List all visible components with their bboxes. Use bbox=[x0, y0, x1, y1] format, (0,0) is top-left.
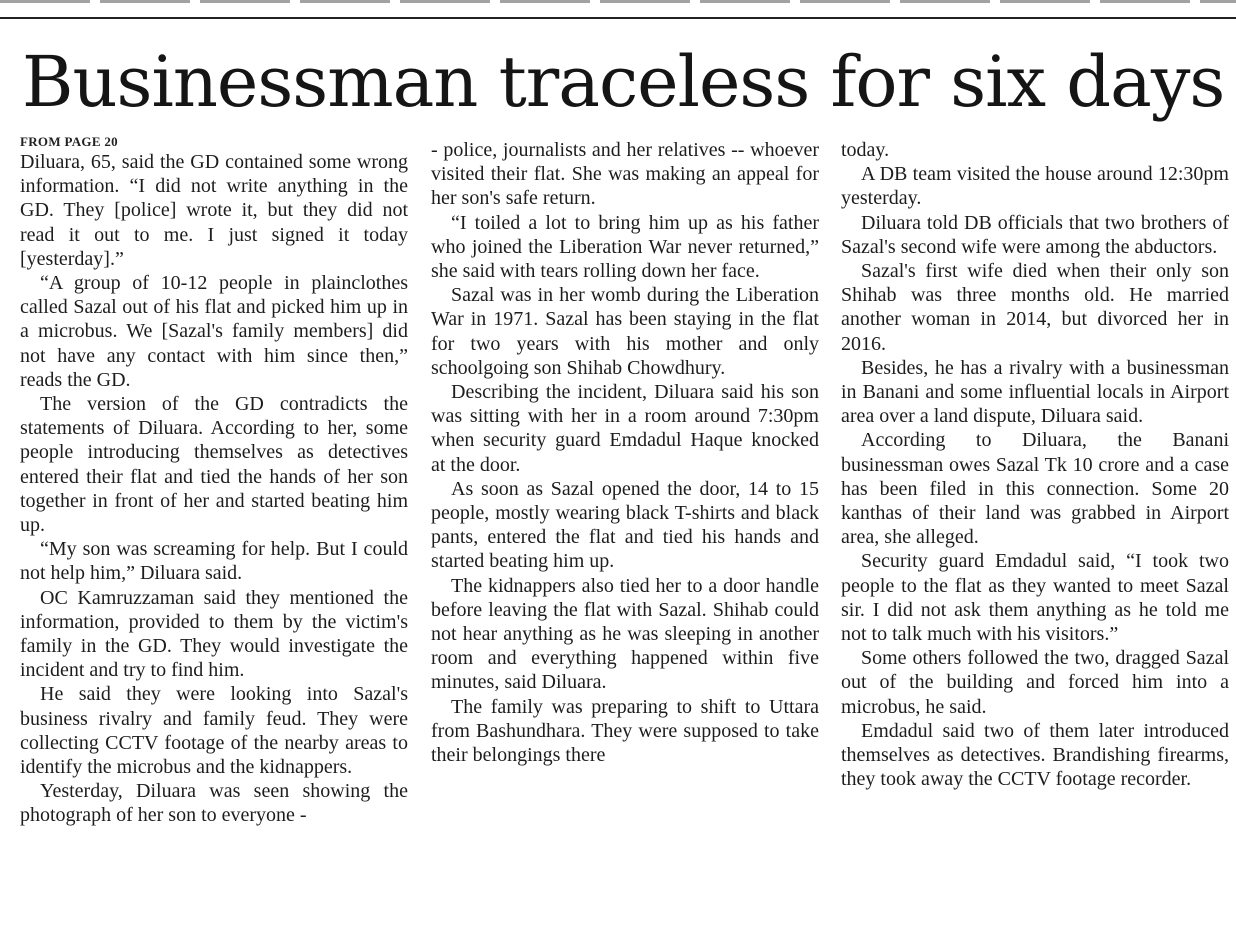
paragraph: Sazal's first wife died when their only son Shihab was three months old. He married another woman in 2014, but divorced her in 2016. bbox=[841, 260, 1229, 355]
paragraph: Security guard Emdadul said, “I took two people to the flat as they wanted to meet Sazal sir. I did not ask them anything as he told me not to talk much with his visitors.” bbox=[841, 550, 1229, 646]
paragraph: A DB team visited the house around 12:30pm yesterday. bbox=[841, 163, 1229, 210]
article-column-1 bbox=[20, 133, 408, 828]
paragraph: “A group of 10-12 people in plainclothes called Sazal out of his flat and picked him up in a microbus. We [Sazal's family members] did not have any contact with him since then,” reads the GD. bbox=[20, 272, 408, 391]
paragraph: Diluara, 65, said the GD contained some wrong information. “I did not write anything in the GD. They [police] wrote it, but they did not read it out to me. I just signed it today [yesterday].” bbox=[20, 151, 408, 270]
jumpline-from-page: FROM PAGE 20 bbox=[20, 134, 118, 149]
paragraph: Besides, he has a rivalry with a businessman in Banani and some influential locals in Airport area over a land dispute, Diluara said. bbox=[841, 356, 1229, 428]
paragraph: Emdadul said two of them later introduced themselves as detectives. Brandishing firearms, they took away the CCTV footage recorder. bbox=[841, 719, 1229, 791]
paragraph: Describing the incident, Diluara said his son was sitting with her in a room around 7:30pm when security guard Emdadul Haque knocked at the door. bbox=[431, 381, 819, 476]
paragraph: Diluara told DB officials that two brothers of Sazal's second wife were among the abductors. bbox=[841, 211, 1229, 258]
paragraph: Yesterday, Diluara was seen showing the photograph of her son to everyone - bbox=[20, 780, 408, 827]
paragraph: OC Kamruzzaman said they mentioned the information, provided to them by the victim's family in the GD. They would investigate the incident and try to find him. bbox=[20, 586, 408, 682]
article-column-3 bbox=[841, 138, 1229, 791]
paragraph: “My son was screaming for help. But I could not help him,” Diluara said. bbox=[20, 538, 408, 585]
paragraph: He said they were looking into Sazal's business rivalry and family feud. They were collecting CCTV footage of the nearby areas to identify the microbus and the kidnappers. bbox=[20, 683, 408, 779]
paragraph: The version of the GD contradicts the statements of Diluara. According to her, some people introducing themselves as detectives entered their flat and tied the hands of her son together in front of her and started beating him up. bbox=[20, 393, 408, 537]
paragraph: Sazal was in her womb during the Liberation War in 1971. Sazal has been staying in the flat for two years with his mother and only schoolgoing son Shihab Chowdhury. bbox=[431, 284, 819, 379]
paragraph: The kidnappers also tied her to a door handle before leaving the flat with Sazal. Shihab could not hear anything as he was sleeping in another room and everything happened within five minutes, said Diluara. bbox=[431, 574, 819, 694]
top-border-marks bbox=[0, 0, 1236, 3]
paragraph: “I toiled a lot to bring him up as his father who joined the Liberation War never returned,” she said with tears rolling down her face. bbox=[431, 211, 819, 283]
article-headline: Businessman traceless for six days bbox=[22, 41, 1225, 123]
paragraph: - police, journalists and her relatives -- whoever visited their flat. She was making an appeal for her son's safe return. bbox=[431, 139, 819, 210]
paragraph: According to Diluara, the Banani businessman owes Sazal Tk 10 crore and a case has been filed in this connection. Some 20 kanthas of their land was grabbed in Airport area, she alleged. bbox=[841, 429, 1229, 549]
paragraph: The family was preparing to shift to Uttara from Bashundhara. They were supposed to take their belongings there bbox=[431, 695, 819, 767]
paragraph: As soon as Sazal opened the door, 14 to 15 people, mostly wearing black T-shirts and black pants, entered the flat and tied his hands and started beating him up. bbox=[431, 477, 819, 573]
top-divider-rule bbox=[0, 17, 1236, 19]
paragraph: Some others followed the two, dragged Sazal out of the building and forced him into a microbus, he said. bbox=[841, 647, 1229, 718]
article-column-2 bbox=[431, 138, 819, 767]
paragraph: today. bbox=[841, 139, 890, 161]
